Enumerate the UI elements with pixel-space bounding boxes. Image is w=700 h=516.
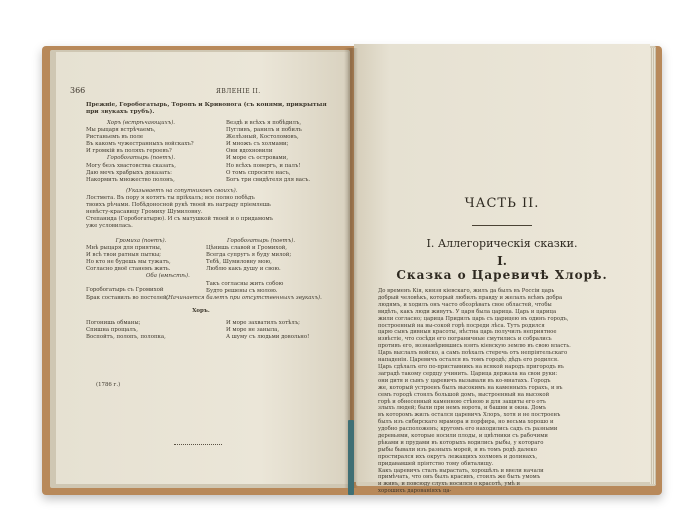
verse-line: Горобогатырь (поетъ).	[226, 238, 296, 244]
verse-line: Хоръ (встрѣчающихъ).	[106, 120, 176, 126]
story-line: злыхъ людей; были при немъ ворота, и башни и окна. Домъ	[378, 405, 547, 412]
prose-line: уже условилась.	[86, 223, 133, 230]
story-line: построенный на вы-сокой горѣ посреди лѣса. Тутъ родился	[378, 322, 545, 329]
verse-line: Горобогатырь (поетъ).	[106, 155, 176, 162]
story-line: заградѣ такому сердцу учинить. Царица держала на свои руки:	[378, 370, 558, 377]
verse-line: И море не заныла,	[226, 327, 280, 334]
title-rule	[472, 225, 532, 226]
story-line: рѣками и прудами въ которыхъ водились рыбы, у котораго	[378, 439, 544, 446]
verse-line: Богъ три свидѣтеля для васъ.	[226, 176, 311, 183]
left-verse-column	[86, 120, 196, 184]
story-line: придававшей пріятство тому обиталищу.	[378, 460, 494, 467]
verse-line: И всѣ твои ратныя пыткы;	[86, 252, 161, 259]
verse-line: Такъ согласны жить собою	[206, 280, 284, 287]
right-verse-column	[226, 120, 310, 184]
story-line: удобно расположенъ; кругомъ его находились садъ съ разными	[378, 426, 558, 433]
story-line: нападенія. Царевичъ остался въ томъ городѣ; дѣдъ его родился.	[378, 357, 559, 364]
lower-left-column	[86, 238, 196, 302]
chorus-left-column	[86, 320, 166, 341]
chorus-right-column	[226, 320, 309, 341]
verse-line: Мы рыцаря встрѣчаемъ,	[86, 127, 156, 134]
page-number: 366	[70, 86, 86, 95]
verse-line: И множъ съ холмами;	[226, 141, 289, 148]
story-line: же, который устроенъ былъ высокимъ на каменныхъ горахъ, и въ	[378, 384, 563, 391]
verse-line: Накормить множество полонъ,	[86, 176, 175, 183]
part-title: ЧАСТЬ II.	[464, 196, 540, 211]
tale-title: Сказка о Царевичѣ Хлорѣ.	[396, 268, 608, 282]
section-title: I. Аллегорическія сказки.	[426, 237, 578, 250]
verse-line: Тебѣ, Шумиловну мою,	[206, 259, 272, 266]
verse-line: Мнѣ рыцаря для приятны,	[86, 245, 162, 252]
prose-line: твоихъ рѣчами. Побѣдоносной рукѣ твоей въ награду пріемлешь	[86, 202, 271, 209]
verse-line: Цѣнишь славой и Громихой,	[206, 245, 287, 252]
verse-line: Горобогатырь съ Громихой	[86, 287, 164, 294]
dialogue-block	[86, 188, 273, 231]
right-page	[354, 44, 650, 495]
verse-line: Даю мечъ храбрыхъ доказать:	[86, 169, 173, 176]
verse-line: Оба (вмѣстѣ).	[146, 273, 190, 280]
verse-line: Спишна прощалъ,	[86, 327, 138, 334]
verse-line: И громкій въ поляхъ героевъ?	[86, 148, 172, 155]
open-book	[42, 40, 662, 495]
verse-line: Желѣзный, Костоломовъ,	[226, 134, 299, 141]
story-line: былъ изъ сибирскаго мрамора и порфира, но весьма хорошо и	[378, 419, 554, 426]
story-line: Царь выслалъ войско, а самъ поѣхалъ стеречь отъ непріятельскаго	[378, 350, 568, 357]
story-line: видѣть, какъ люди живутъ. У царя была царица. Царь и царица	[378, 308, 557, 315]
story-line: Царь сдѣлалъ его по-приставникъ на всякой народъ пригородъ въ	[378, 363, 564, 370]
verse-line: Но всѣхъ повергъ, и палъ!	[226, 162, 301, 169]
story-line: людямъ, и ходилъ онъ часто обозрѣвать свое областей, чтобы	[378, 301, 552, 308]
verse-line: Въ какомъ чужестранныхъ войскахъ?	[86, 141, 194, 148]
verse-line: Но кто не будешь мы тужатъ,	[86, 259, 171, 266]
verse-line: Воспойтъ, полопъ, полопка,	[86, 334, 166, 341]
story-line: горѣ и обнесенный каменною стѣною и для защиты его отъ	[378, 398, 546, 405]
prose-line: Степанида (Горобогатырю). И съ матушкой твоей и о придамомъ	[86, 216, 273, 223]
story-line: рыбы бывали изъ разныхъ морей, и въ томъ родѣ далеко	[378, 446, 537, 453]
story-line: До временъ Кія, князя кіевскаго, жилъ да былъ въ Россіи царь	[378, 288, 555, 294]
section-number: I.	[497, 254, 507, 268]
story-line: добрый человѣкъ, который любилъ правду и желалъ всѣмъ добра	[378, 294, 563, 301]
lower-right-column	[146, 238, 322, 302]
stage-direction: (Указываетъ на сопутниковъ своихъ).	[126, 188, 238, 194]
year-note: (1786 г.)	[96, 382, 121, 388]
story-line: хорошихъ дарованіяхъ ца-	[378, 488, 452, 495]
running-head: ЯВЛЕНІЕ II.	[216, 88, 261, 95]
story-line: деревьями, которые носили плоды, и цвѣтники съ рабочими	[378, 433, 548, 440]
story-line: семъ городѣ стоялъ большой домъ, выстроенный на высокой	[378, 391, 550, 398]
story-line: извѣстіе, что сосѣди его пограничные смутились и собрались	[378, 336, 552, 343]
story-text	[378, 288, 640, 495]
story-line: примѣчать, что онъ былъ красивъ, стоилъ же быть умомъ	[378, 474, 541, 481]
scene-heading: Прежніе, Горобогатырь, Торопъ и Кривонога (съ конями, прикрытыя при звукахъ трубъ).	[86, 102, 327, 116]
stage-direction: (Начинается балетъ при отсутственныхъ звукахъ).	[166, 294, 322, 301]
verse-line: Громиха (поетъ).	[115, 238, 167, 244]
end-divider	[174, 444, 222, 445]
story-line: жили согласно; царица Придилъ царь съ царицею въ одинъ городъ,	[378, 315, 569, 322]
verse-line: Брак составилъ во постелей,	[86, 294, 169, 301]
story-line: Какъ царевичъ сталъ вырастать, хорошѣлъ и ввели начали	[378, 467, 544, 474]
verse-line: Ристаньемъ въ поле	[86, 134, 144, 141]
verse-line: Могу безъ хвастовства сказать,	[86, 162, 176, 169]
verse-line: Пугливъ, ранилъ и побилъ	[226, 127, 302, 134]
story-line: царю сынъ дивныя красоты, нѣстна царь получилъ неприятное	[378, 329, 557, 336]
chorus-heading: Хоръ.	[192, 308, 210, 314]
verse-line: Согласно двоё станемъ жить.	[86, 266, 171, 273]
prose-line: невѣсту-красавицу Громиху Шумиловну.	[86, 209, 203, 216]
verse-line: И море захватилъ хотѣлъ;	[226, 320, 300, 326]
story-line: простирался ихъ округъ лежащихъ холмовъ и долинахъ,	[378, 453, 538, 460]
verse-line: Будто решены съ молою.	[206, 287, 278, 294]
story-line: въ которомъ жилъ остался царевичъ Хлоръ, хотя и не построенъ	[378, 412, 561, 419]
left-page	[56, 52, 348, 484]
story-line: и живъ, и повсюду слухъ носился о красотѣ, умѣ и	[378, 481, 520, 488]
bookmark-ribbon	[348, 420, 354, 495]
verse-line: И море съ островами,	[226, 155, 289, 162]
verse-line: О томъ спросите насъ,	[226, 169, 291, 176]
prose-line: Лостмета. Въ пору я котятъ ты пріѣхалъ; все полно побѣдъ	[86, 195, 255, 202]
verse-line: А шуму съ людьми довольно!	[226, 334, 310, 341]
verse-line: Вездѣ и всѣхъ я побѣдилъ,	[226, 120, 302, 126]
verse-line: Они вдохновили	[226, 148, 273, 155]
story-line: противъ его, вознамѣрившись взять кіевскую землю въ свою власть.	[378, 343, 571, 350]
verse-line: Люблю какъ душу и свою.	[206, 266, 281, 273]
page-edges	[650, 48, 656, 484]
story-line: они дитя и сынъ у царевичъ вызывали въ ко-мнатахъ. Городъ	[378, 377, 551, 384]
verse-line: Погонишь обманы;	[86, 320, 141, 326]
verse-line: Всегда супругъ я буду милой;	[206, 252, 292, 259]
